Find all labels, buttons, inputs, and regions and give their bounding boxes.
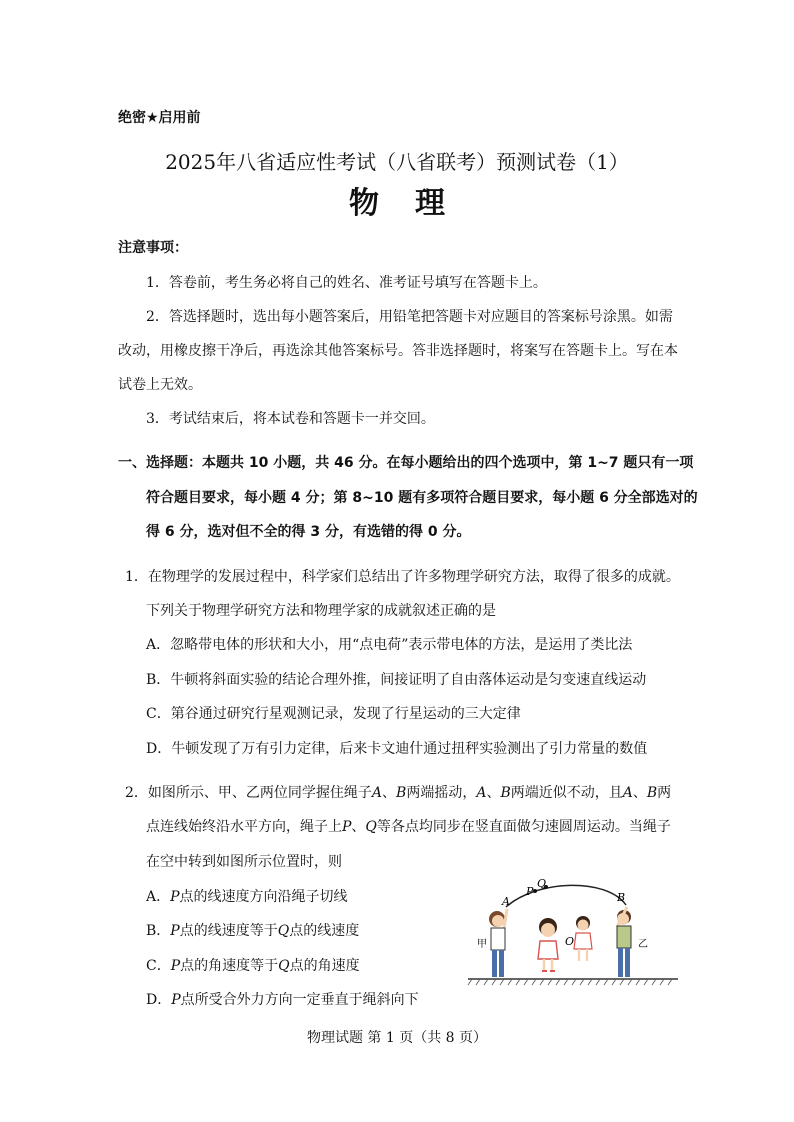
section-1-instructions-line-3: 得 6 分，选对但不全的得 3 分，有选错的得 0 分。 — [146, 524, 471, 540]
section-1-instructions-line-2: 符合题目要求，每小题 4 分；第 8~10 题有多项符合题目要求，每小题 6 分全部选对的 — [146, 490, 698, 506]
ground-hatch — [468, 979, 672, 985]
page-footer: 物理试题 第 1 页（共 8 页） — [306, 1030, 488, 1046]
label-q: Q — [537, 877, 547, 890]
note-item-2-line-3: 试卷上无效。 — [118, 377, 202, 393]
q2-option-d: D．P点所受合外力方向一定垂直于绳斜向下 — [146, 992, 419, 1008]
notes-heading: 注意事项： — [118, 240, 188, 256]
q1-stem-line-1: 1．在物理学的发展过程中，科学家们总结出了许多物理学研究方法，取得了很多的成就。 — [125, 569, 680, 585]
q1-option-c: C．第谷通过研究行星观测记录，发现了行星运动的三大定律 — [146, 706, 521, 722]
label-a: A — [502, 895, 510, 908]
person-jia — [489, 909, 507, 977]
label-b: B — [617, 891, 626, 904]
girl-figure — [538, 918, 558, 971]
q1-option-d: D．牛顿发现了万有引力定律，后来卡文迪什通过扭秤实验测出了引力常量的数值 — [146, 741, 648, 757]
label-o: O — [565, 935, 575, 948]
q2-stem-line-3: 在空中转到如图所示位置时，则 — [146, 854, 342, 870]
note-item-3: 3．考试结束后，将本试卷和答题卡一并交回。 — [146, 411, 435, 427]
q2-option-a: A．P点的线速度方向沿绳子切线 — [146, 889, 348, 905]
confidential-label: 绝密★启用前 — [118, 110, 201, 126]
note-item-2-line-1: 2．答选择题时，选出每小题答案后，用铅笔把答题卡对应题目的答案标号涂黑。如需 — [146, 309, 673, 325]
person-yi — [617, 907, 631, 977]
section-1-instructions-line-1: 一、选择题：本题共 10 小题，共 46 分。在每小题给出的四个选项中，第 1~7 题只有一项 — [118, 455, 694, 471]
child-figure — [574, 916, 592, 961]
q1-option-a: A．忽略带电体的形状和大小，用“点电荷”表示带电体的方法，是运用了类比法 — [146, 637, 633, 653]
q2-stem-line-2: 点连线始终沿水平方向，绳子上P、Q等各点均同步在竖直面做匀速圆周运动。当绳子 — [146, 819, 671, 835]
q2-option-c: C．P点的角速度等于Q点的角速度 — [146, 958, 360, 974]
q1-option-b: B．牛顿将斜面实验的结论合理外推，间接证明了自由落体运动是匀变速直线运动 — [146, 672, 647, 688]
subject-title: 物理 — [349, 186, 481, 221]
q2-option-b: B．P点的线速度等于Q点的线速度 — [146, 923, 360, 939]
label-p: P — [526, 885, 534, 898]
label-yi: 乙 — [638, 939, 648, 950]
exam-title: 2025年八省适应性考试（八省联考）预测试卷（1） — [165, 150, 629, 174]
q1-stem-line-2: 下列关于物理学研究方法和物理学家的成就叙述正确的是 — [146, 603, 496, 619]
rope-arc — [506, 885, 626, 907]
label-jia: 甲 — [477, 939, 487, 950]
note-item-2-line-2: 改动，用橡皮擦干净后，再选涂其他答案标号。答非选择题时，将案写在答题卡上。写在本 — [118, 343, 678, 359]
note-item-1: 1．答卷前，考生务必将自己的姓名、准考证号填写在答题卡上。 — [146, 275, 547, 291]
rope-skipping-figure — [466, 875, 681, 987]
q2-stem-line-1: 2．如图所示、甲、乙两位同学握住绳子A、B两端摇动，A、B两端近似不动，且A、B两 — [125, 785, 672, 801]
